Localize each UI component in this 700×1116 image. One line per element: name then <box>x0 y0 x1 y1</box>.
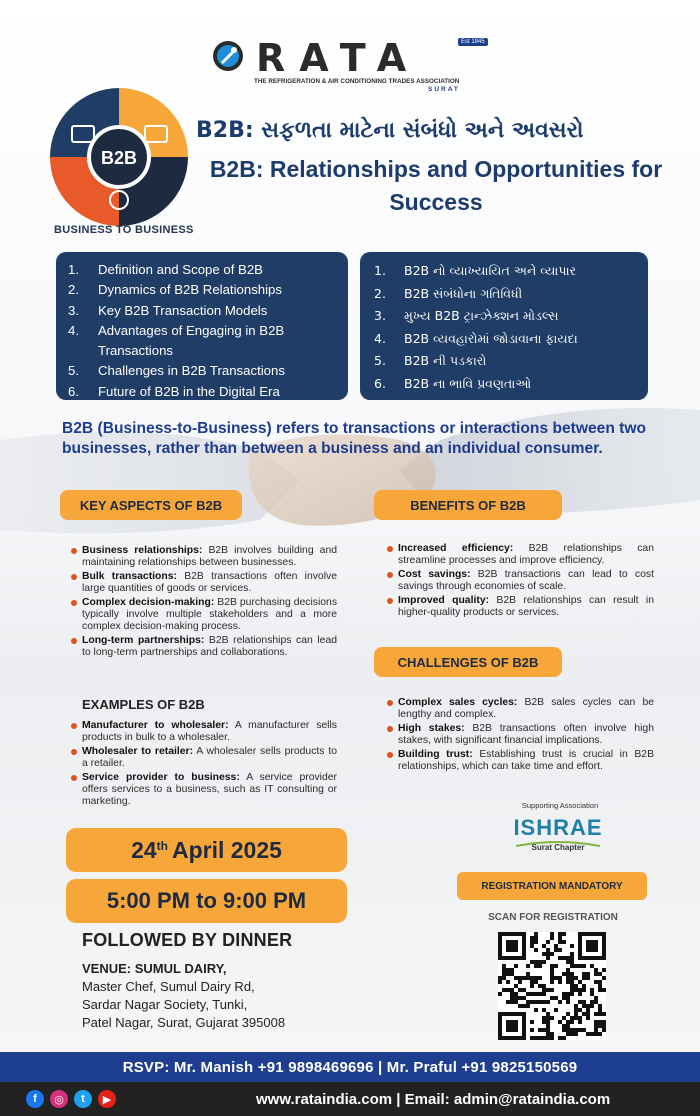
topic-text: B2B સંબંધોના ગતિવિધી <box>404 285 523 301</box>
event-day: 24 <box>131 836 157 863</box>
title-english: B2B: Relationships and Opportunities for Success <box>209 156 663 215</box>
bullet-text: Establishing trust is crucial in B2B relationships, which can take time and effort. <box>398 748 654 773</box>
dinner-note: FOLLOWED BY DINNER <box>82 930 293 950</box>
bullet-term: Bulk transactions: <box>82 570 177 582</box>
bullet-term: Wholesaler to retailer: <box>82 745 194 757</box>
rata-logo <box>208 36 488 96</box>
ishrae-logo <box>488 815 628 852</box>
benefits-heading: BENEFITS OF B2B <box>374 490 562 520</box>
bullet-item <box>386 749 654 774</box>
bullet-item <box>70 597 337 634</box>
topic-number: 4. <box>68 322 79 338</box>
topic-item <box>374 328 636 351</box>
bullet-term: Complex decision-making: <box>82 596 215 608</box>
footer-contacts[interactable]: www.rataindia.com | Email: admin@rataindia.com <box>256 1090 611 1108</box>
bullet-term: Long-term partnerships: <box>82 634 205 646</box>
topic-number: 5. <box>374 353 386 368</box>
bullet-text: A service provider offers services to a business, such as IT consulting or marketing. <box>82 771 337 808</box>
bullet-text: B2B relationships can streamline processes and improve efficiency. <box>398 543 654 567</box>
topic-item <box>68 280 336 300</box>
venue-line: Patel Nagar, Surat, Gujarat 395008 <box>82 1015 286 1030</box>
bullet-term: Business relationships: <box>82 545 203 556</box>
bullet-item <box>70 635 337 660</box>
topic-text: Dynamics of B2B Relationships <box>98 282 282 298</box>
key-aspects-list <box>70 545 337 661</box>
wrench-gear-icon <box>210 38 246 74</box>
challenges-heading: CHALLENGES OF B2B <box>374 647 562 677</box>
topic-text: Challenges in B2B Transactions <box>98 363 285 379</box>
supporting-association-label: Supporting Association <box>521 801 599 810</box>
bullet-text: A manufacturer sells products in bulk to a wholesaler. <box>82 720 337 744</box>
bullet-item <box>70 545 337 570</box>
facebook-icon[interactable]: f <box>26 1090 44 1108</box>
event-time: 5:00 PM to 9:00 PM <box>66 879 347 923</box>
bullet-text: B2B transactions can lead to cost savings through economies of scale. <box>398 568 654 593</box>
topic-number: 4. <box>374 330 386 346</box>
bullet-term: Cost savings: <box>398 568 471 580</box>
bullet-item <box>386 543 654 568</box>
ishrae-chapter: Surat Chapter <box>531 843 585 852</box>
topic-number: 3. <box>68 302 79 318</box>
topic-number: 6. <box>374 375 386 391</box>
bullet-item <box>70 746 337 771</box>
topic-number: 3. <box>374 308 386 323</box>
bullet-item <box>386 569 654 594</box>
topic-text: Advantages of Engaging in B2B Transactions <box>98 322 285 359</box>
business-to-business-caption: BUSINESS TO BUSINESS <box>54 224 194 236</box>
examples-list <box>70 720 337 810</box>
topic-item <box>374 373 636 396</box>
bullet-term: Improved quality: <box>398 594 490 606</box>
event-month-year: April 2025 <box>171 836 282 863</box>
challenges-list <box>386 697 654 774</box>
twitter-icon[interactable]: t <box>74 1090 92 1108</box>
topic-item <box>68 301 336 321</box>
key-aspects-heading: KEY ASPECTS OF B2B <box>60 490 242 520</box>
b2b-badge-text: B2B <box>100 148 138 168</box>
topic-text: મુખ્ય B2B ટ્રાન્ઝેક્શન મોડલ્સ <box>404 308 559 323</box>
youtube-icon[interactable]: ▶ <box>98 1090 116 1108</box>
bullet-term: Complex sales cycles: <box>398 697 518 708</box>
venue-heading: VENUE: SUMUL DAIRY, <box>82 961 227 976</box>
topic-item <box>68 321 336 362</box>
bullet-term: Manufacturer to wholesaler: <box>82 720 229 731</box>
topic-item <box>68 382 336 402</box>
bullet-item <box>386 595 654 620</box>
ishrae-swoosh-icon <box>516 840 600 848</box>
bullet-item <box>70 772 337 809</box>
bullet-item <box>386 723 654 748</box>
bullet-item <box>386 697 654 722</box>
topic-item <box>374 260 636 283</box>
event-day-suffix: th <box>156 839 168 853</box>
instagram-icon[interactable]: ◎ <box>50 1090 68 1108</box>
topic-item <box>68 361 336 381</box>
bullet-term: Building trust: <box>398 748 473 760</box>
topic-item <box>374 350 636 373</box>
topics-english-box <box>56 252 348 400</box>
topic-text: B2B ના ભાવિ પ્રવણતાઓ <box>404 375 532 391</box>
b2b-circle-graphic <box>50 88 188 226</box>
ishrae-name: ISHRAE <box>513 815 603 840</box>
topic-text: B2B ની પડકારો <box>404 353 487 368</box>
scan-for-registration-label: SCAN FOR REGISTRATION <box>488 912 618 923</box>
bullet-term: High stakes: <box>398 722 465 734</box>
association-name: THE REFRIGERATION & AIR CONDITIONING TRADES ASSOCIATION <box>254 78 460 85</box>
bullet-text: B2B relationships can lead to long-term partnerships and collaborations. <box>82 634 338 659</box>
event-date <box>66 828 347 872</box>
registration-mandatory-badge: REGISTRATION MANDATORY <box>457 872 647 900</box>
bullet-item <box>70 720 337 745</box>
bullet-text: A wholesaler sells products to a retailer. <box>82 745 337 770</box>
topic-text: Key B2B Transaction Models <box>98 302 268 318</box>
topic-number: 6. <box>68 383 79 399</box>
topic-text: B2B નો વ્યાખ્યાયિત અને વ્યાપાર <box>404 263 577 278</box>
bullet-text: B2B sales cycles can be lengthy and complex. <box>398 697 654 721</box>
topic-item <box>374 305 636 328</box>
venue-line: Sardar Nagar Society, Tunki, <box>82 997 248 1012</box>
brand-name: RATA <box>256 36 421 80</box>
topic-text: Future of B2B in the Digital Era <box>98 383 280 399</box>
est-badge: Est 1945 <box>458 38 488 46</box>
association-city: SURAT <box>428 86 460 93</box>
topic-text: B2B વ્યવહારોમાં જોડાવાના ફાયદા <box>404 330 578 346</box>
bullet-item <box>70 571 337 596</box>
topic-number: 1. <box>68 262 79 277</box>
footer-bar <box>0 1082 700 1116</box>
examples-heading: EXAMPLES OF B2B <box>82 697 205 712</box>
rsvp-bar: RSVP: Mr. Manish +91 9898469696 | Mr. Praful +91 9825150569 <box>0 1052 700 1082</box>
title-gujarati: B2B: સફળતા માટેના સંબંધો અને અવસરો <box>196 118 584 143</box>
topic-item <box>374 283 636 306</box>
registration-qr-code[interactable] <box>498 932 606 1040</box>
venue-line: Master Chef, Sumul Dairy Rd, <box>82 979 255 994</box>
bullet-term: Increased efficiency: <box>398 543 514 554</box>
intro-text: B2B (Business-to-Business) refers to transactions or interactions between two businesses, rather than between a business and an individual consumer. <box>62 420 647 457</box>
topic-text: Definition and Scope of B2B <box>98 262 263 277</box>
bullet-text: B2B purchasing decisions typically involve multiple stakeholders and a more complex decision-making process. <box>82 596 338 633</box>
bullet-text: B2B transactions often involve high stakes, with significant financial implications. <box>398 722 654 747</box>
topic-number: 2. <box>374 285 386 301</box>
topic-item <box>68 260 336 280</box>
topic-number: 5. <box>68 363 79 379</box>
bullet-text: B2B relationships can result in higher-quality products or services. <box>398 594 654 619</box>
social-icons <box>26 1090 226 1108</box>
bullet-text: B2B involves building and maintaining relationships between businesses. <box>82 545 338 569</box>
bullet-text: B2B transactions often involve large quantities of goods or services. <box>82 570 337 595</box>
topic-number: 2. <box>68 282 79 298</box>
benefits-list <box>386 543 654 620</box>
bullet-term: Service provider to business: <box>82 771 240 783</box>
venue-address <box>82 960 285 1032</box>
topic-number: 1. <box>374 263 386 278</box>
topics-gujarati-box <box>360 252 648 400</box>
